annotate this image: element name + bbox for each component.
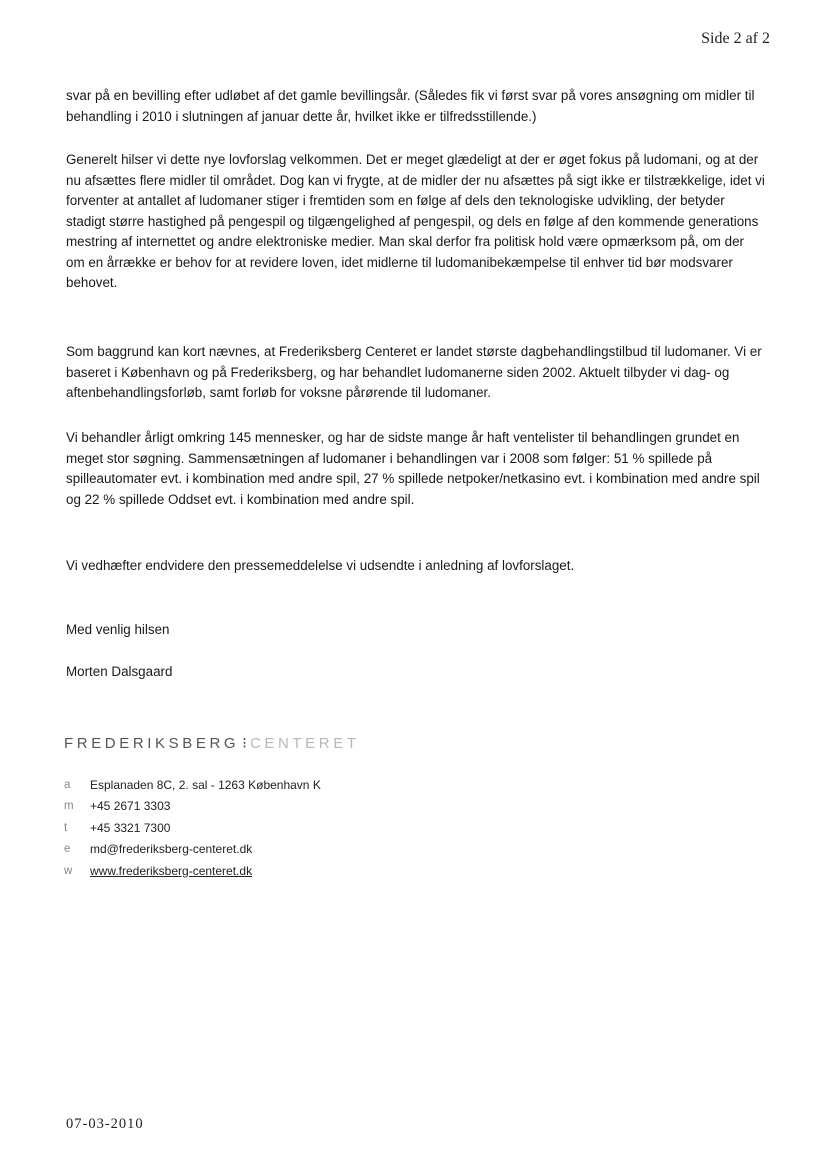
- contact-row-mobile: [64, 796, 321, 818]
- contact-row-address: [64, 774, 321, 796]
- contact-phone: +45 3321 7300: [90, 820, 171, 835]
- contact-row-email: [64, 839, 321, 861]
- contact-row-phone: [64, 817, 321, 839]
- body-paragraph-1: svar på en bevilling efter udløbet af det gamle bevillingsår. (Således fik vi først svar på vores ansøgning om midler til behandling i 2010 i slutningen af januar dette år, hvilket ikke er tilfredsstillende.): [66, 88, 755, 124]
- contact-key: w: [64, 864, 73, 877]
- contact-email[interactable]: md@frederiksberg-centeret.dk: [90, 842, 253, 857]
- body-paragraph-4: Vi behandler årligt omkring 145 mennesker, og har de sidste mange år haft ventelister til behandlingen grundet en meget stor søgning. Sammensætningen af ludomaner i behandlingen var i 2008 som følger: 51 % spillede på spilleautomater evt. i kombination med andre spil, 27 % spillede netpoker/netkasino evt. i kombination med andre spil og 22 % spillede Oddset evt. i kombination med andre spil.: [66, 430, 760, 507]
- body-paragraph-3: Som baggrund kan kort nævnes, at Frederiksberg Centeret er landet største dagbehandlingstilbud til ludomaner. Vi er baseret i København og på Frederiksberg, og har behandlet ludomanerne siden 2002. Aktuelt tilbyder vi dag- og aftenbehandlingsforløb, samt forløb for voksne pårørende til ludomaner.: [66, 344, 762, 400]
- body-paragraph-5: Vi vedhæfter endvidere den pressemeddelelse vi udsendte i anledning af lovforslaget.: [66, 558, 575, 573]
- contact-key: m: [64, 800, 74, 813]
- contact-key: t: [64, 821, 68, 834]
- website-link[interactable]: www.frederiksberg-centeret.dk: [90, 863, 253, 878]
- logo-text-secondary: CENTERET: [249, 735, 360, 752]
- closing-salutation: Med venlig hilsen: [66, 622, 170, 637]
- footer-date: 07-03-2010: [66, 1116, 144, 1132]
- contact-mobile: +45 2671 3303: [90, 799, 171, 814]
- contact-key: a: [64, 778, 71, 791]
- contact-row-website: [64, 860, 321, 882]
- contact-address: Esplanaden 8C, 2. sal - 1263 København K: [90, 777, 321, 792]
- body-paragraph-2: Generelt hilser vi dette nye lovforslag velkommen. Det er meget glædeligt at der er øget fokus på ludomani, og at der nu afsættes flere midler til området. Dog kan vi frygte, at de midler der nu afsættes på sigt ikke er tilstrækkelige, idet vi forventer at antallet af ludomaner stiger i fremtiden som en følge af dels den teknologiske udvikling, der betyder stadigt større hastighed på pengespil og tilgængelighed af pengespil, og dels en følge af den kommende generations mestring af internettet og andre elektroniske medier. Man skal derfor fra politisk hold være opmærksom på, om der om en årrække er behov for at revidere loven, idet midlerne til ludomanibekæmpelse til enhver tid bør modsvarer behovet.: [66, 152, 765, 290]
- logo-text-primary: FREDERIKSBERG: [64, 735, 240, 752]
- contact-key: e: [64, 843, 71, 856]
- organization-logo: [64, 734, 360, 752]
- logo-separator: ⁝: [242, 735, 247, 752]
- page-number: Side 2 af 2: [701, 30, 770, 47]
- signer-name: Morten Dalsgaard: [66, 664, 173, 679]
- contact-block: [64, 774, 321, 882]
